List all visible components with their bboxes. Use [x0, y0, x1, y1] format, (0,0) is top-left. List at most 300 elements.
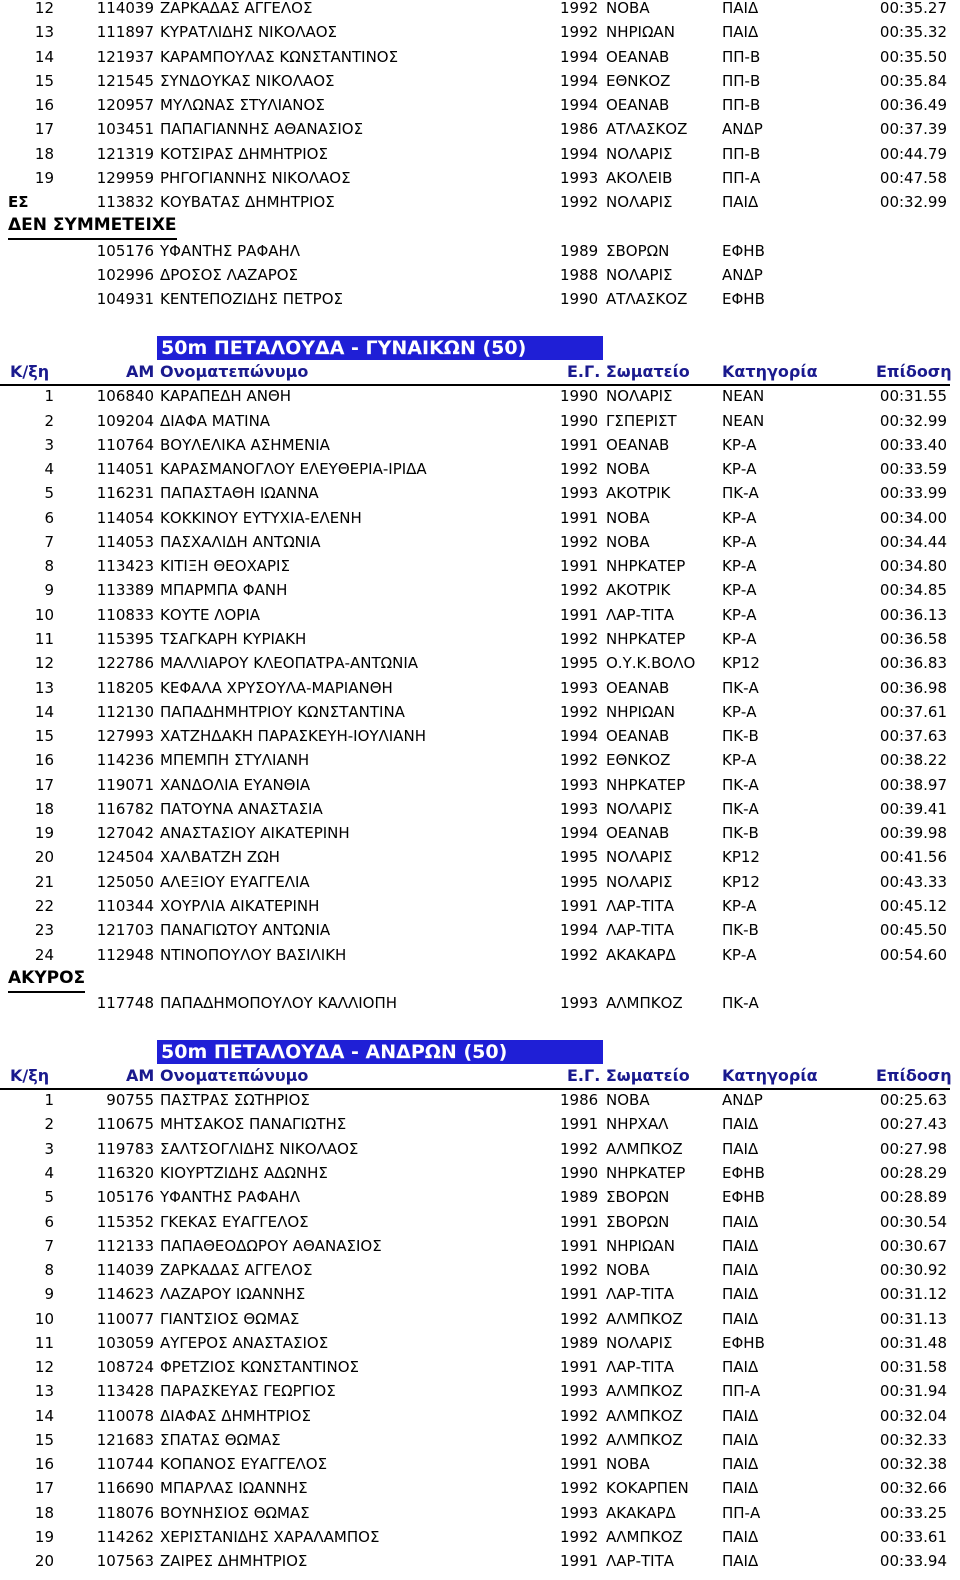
birth-year-cell: 1992: [560, 630, 599, 649]
rank-cell: 21: [34, 872, 54, 891]
table-row: [0, 603, 960, 627]
rank-cell: 12: [34, 654, 54, 673]
athlete-name-cell: ΠΑΠΑΔΗΜΟΠΟΥΛΟΥ ΚΑΛΛΙΟΠΗ: [160, 994, 398, 1013]
club-cell: ΝΟΒΑ: [606, 1455, 650, 1474]
registration-number-cell: 113832: [96, 193, 154, 212]
category-cell: ΠΚ-Α: [722, 799, 759, 818]
club-cell: ΝΗΡΙΩΑΝ: [606, 702, 675, 721]
category-cell: ΠΑΙΔ: [722, 1139, 759, 1158]
registration-number-cell: 116231: [96, 484, 154, 503]
athlete-name-cell: ΜΠΑΡΛΑΣ ΙΩΑΝΝΗΣ: [160, 1479, 308, 1498]
athlete-name-cell: ΖΑΙΡΕΣ ΔΗΜΗΤΡΙΟΣ: [160, 1552, 308, 1571]
birth-year-cell: 1994: [560, 727, 599, 746]
birth-year-cell: 1986: [560, 120, 599, 139]
time-cell: 00:35.32: [879, 23, 947, 42]
category-cell: ΠΠ-Α: [722, 168, 761, 187]
birth-year-cell: 1993: [560, 1503, 599, 1522]
registration-number-cell: 129959: [96, 168, 154, 187]
registration-number-cell: 120957: [96, 96, 154, 115]
club-cell: ΝΗΡΧΑΛ: [606, 1115, 669, 1134]
did-not-start-label: [8, 214, 177, 240]
athlete-name-cell: ΓΙΑΝΤΣΙΟΣ ΘΩΜΑΣ: [160, 1309, 300, 1328]
rank-cell: 8: [44, 1261, 54, 1280]
club-cell: ΛΑΡ-ΤΙΤΑ: [606, 896, 674, 915]
athlete-name-cell: ΚΕΦΑΛΑ ΧΡΥΣΟΥΛΑ-ΜΑΡΙΑΝΘΗ: [160, 678, 393, 697]
athlete-name-cell: ΚΟΥΤΕ ΛΟΡΙΑ: [160, 605, 261, 624]
registration-number-cell: 118205: [96, 678, 154, 697]
athlete-name-cell: ΚΟΠΑΝΟΣ ΕΥΑΓΓΕΛΟΣ: [160, 1455, 328, 1474]
disqualified-label: [8, 967, 85, 993]
club-cell: ΝΟΛΑΡΙΣ: [606, 144, 673, 163]
time-cell: 00:43.33: [879, 872, 947, 891]
rank-cell: 9: [44, 1285, 54, 1304]
club-cell: ΛΑΡ-ΤΙΤΑ: [606, 1285, 674, 1304]
birth-year-cell: 1989: [560, 241, 599, 260]
athlete-name-cell: ΠΑΠΑΔΗΜΗΤΡΙΟΥ ΚΩΝΣΤΑΝΤΙΝΑ: [160, 702, 405, 721]
time-cell: 00:35.50: [879, 47, 947, 66]
rank-cell: 2: [44, 411, 54, 430]
club-cell: ΣΒΟΡΩΝ: [606, 241, 670, 260]
rank-cell: 10: [34, 605, 54, 624]
athlete-name-cell: ΤΣΑΓΚΑΡΗ ΚΥΡΙΑΚΗ: [160, 630, 307, 649]
registration-number-cell: 109204: [96, 411, 154, 430]
birth-year-cell: 1992: [560, 581, 599, 600]
birth-year-cell: 1992: [560, 1528, 599, 1546]
time-cell: 00:34.85: [879, 581, 947, 600]
table-row: [0, 1549, 960, 1573]
header-category: Κατηγορία: [722, 1065, 818, 1085]
table-row: [0, 384, 960, 408]
table-row: [0, 1355, 960, 1379]
table-row: [0, 1137, 960, 1161]
registration-number-cell: 127042: [96, 824, 154, 843]
registration-number-cell: 113389: [96, 581, 154, 600]
athlete-name-cell: ΚΕΝΤΕΠΟΖΙΔΗΣ ΠΕΤΡΟΣ: [160, 290, 343, 309]
rank-cell: 6: [44, 508, 54, 527]
rank-cell: 23: [34, 921, 54, 940]
athlete-name-cell: ΧΟΥΡΛΙΑ ΑΙΚΑΤΕΡΙΝΗ: [160, 896, 320, 915]
table-row: [0, 627, 960, 651]
club-cell: ΛΑΡ-ΤΙΤΑ: [606, 1552, 674, 1571]
birth-year-cell: 1992: [560, 532, 599, 551]
rank-cell: 1: [44, 1091, 54, 1110]
athlete-name-cell: ΑΝΑΣΤΑΣΙΟΥ ΑΙΚΑΤΕΡΙΝΗ: [160, 824, 350, 843]
athlete-name-cell: ΚΟΚΚΙΝΟΥ ΕΥΤΥΧΙΑ-ΕΛΕΝΗ: [160, 508, 362, 527]
time-cell: 00:34.00: [879, 508, 947, 527]
rank-cell: 22: [34, 896, 54, 915]
rank-cell: 11: [34, 630, 54, 649]
table-row: [0, 700, 960, 724]
rank-cell: 18: [34, 799, 54, 818]
birth-year-cell: 1992: [560, 1309, 599, 1328]
club-cell: ΑΚΟΤΡΙΚ: [606, 581, 671, 600]
table-row: [0, 1452, 960, 1476]
rank-cell: 19: [34, 1528, 54, 1546]
birth-year-cell: 1991: [560, 435, 599, 454]
birth-year-cell: 1989: [560, 1333, 599, 1352]
category-cell: ΠΚ-Α: [722, 994, 759, 1013]
athlete-name-cell: ΥΦΑΝΤΗΣ ΡΑΦΑΗΛ: [160, 241, 301, 260]
time-cell: 00:35.84: [879, 71, 947, 90]
rank-cell: 6: [44, 1212, 54, 1231]
time-cell: 00:31.94: [879, 1382, 947, 1401]
registration-number-cell: 108724: [96, 1358, 154, 1377]
category-cell: ΠΠ-Α: [722, 1382, 761, 1401]
club-cell: ΝΟΛΑΡΙΣ: [606, 265, 673, 284]
birth-year-cell: 1991: [560, 1115, 599, 1134]
registration-number-cell: 116782: [96, 799, 154, 818]
birth-year-cell: 1991: [560, 605, 599, 624]
registration-number-cell: 111897: [96, 23, 154, 42]
header-name: Ονοματεπώνυμο: [160, 362, 309, 382]
club-cell: ΟΕΑΝΑΒ: [606, 824, 670, 843]
category-cell: ΚΡ12: [722, 848, 760, 867]
category-cell: ΑΝΔΡ: [722, 120, 763, 139]
header-category: Κατηγορία: [722, 362, 818, 382]
registration-number-cell: 119071: [96, 775, 154, 794]
category-cell: ΠΑΙΔ: [722, 1552, 759, 1571]
men-event-title: 50m ΠΕΤΑΛΟΥΔΑ - ΑΝΔΡΩΝ (50): [157, 1040, 603, 1064]
birth-year-cell: 1992: [560, 1139, 599, 1158]
registration-number-cell: 112133: [96, 1236, 154, 1255]
time-cell: 00:36.49: [879, 96, 947, 115]
rank-cell: 12: [34, 0, 54, 17]
birth-year-cell: 1994: [560, 71, 599, 90]
athlete-name-cell: ΠΑΤΟΥΝΑ ΑΝΑΣΤΑΣΙΑ: [160, 799, 323, 818]
rank-cell: 1: [44, 387, 54, 406]
athlete-name-cell: ΜΠΑΡΜΠΑ ΦΑΝΗ: [160, 581, 288, 600]
rank-cell: 13: [34, 1382, 54, 1401]
rank-cell: 5: [44, 1188, 54, 1207]
club-cell: ΟΕΑΝΑΒ: [606, 96, 670, 115]
birth-year-cell: 1992: [560, 702, 599, 721]
time-cell: 00:32.66: [879, 1479, 947, 1498]
athlete-name-cell: ΚΑΡΑΜΠΟΥΛΑΣ ΚΩΝΣΤΑΝΤΙΝΟΣ: [160, 47, 399, 66]
registration-number-cell: 90755: [106, 1091, 154, 1110]
time-cell: 00:27.43: [879, 1115, 947, 1134]
club-cell: ΝΟΒΑ: [606, 460, 650, 479]
category-cell: ΚΡ-Α: [722, 945, 757, 964]
athlete-name-cell: ΔΙΑΦΑ ΜΑΤΙΝΑ: [160, 411, 271, 430]
time-cell: 00:30.92: [879, 1261, 947, 1280]
birth-year-cell: 1992: [560, 1430, 599, 1449]
club-cell: ΑΛΜΠΚΟΖ: [606, 1528, 683, 1546]
table-row: [0, 1185, 960, 1209]
club-cell: ΑΛΜΠΚΟΖ: [606, 1406, 683, 1425]
registration-number-cell: 114623: [96, 1285, 154, 1304]
registration-number-cell: 114236: [96, 751, 154, 770]
category-cell: ΠΚ-Α: [722, 678, 759, 697]
birth-year-cell: 1991: [560, 896, 599, 915]
column-header-row: [0, 360, 950, 386]
registration-number-cell: 114051: [96, 460, 154, 479]
time-cell: 00:36.98: [879, 678, 947, 697]
club-cell: ΟΕΑΝΑΒ: [606, 435, 670, 454]
table-row: [0, 45, 960, 69]
registration-number-cell: 121545: [96, 71, 154, 90]
time-cell: 00:28.29: [879, 1163, 947, 1182]
category-cell: ΠΑΙΔ: [722, 1115, 759, 1134]
birth-year-cell: 1989: [560, 1188, 599, 1207]
birth-year-cell: 1992: [560, 23, 599, 42]
registration-number-cell: 124504: [96, 848, 154, 867]
time-cell: 00:54.60: [879, 945, 947, 964]
time-cell: 00:31.58: [879, 1358, 947, 1377]
header-time: Επίδοση: [876, 362, 952, 382]
athlete-name-cell: ΛΑΖΑΡΟΥ ΙΩΑΝΝΗΣ: [160, 1285, 306, 1304]
club-cell: ΕΘΝΚΟΖ: [606, 751, 671, 770]
registration-number-cell: 110078: [96, 1406, 154, 1425]
registration-number-cell: 114054: [96, 508, 154, 527]
registration-number-cell: 114039: [96, 1261, 154, 1280]
birth-year-cell: 1993: [560, 799, 599, 818]
birth-year-cell: 1988: [560, 265, 599, 284]
time-cell: 00:38.22: [879, 751, 947, 770]
registration-number-cell: 112948: [96, 945, 154, 964]
club-cell: ΝΟΛΑΡΙΣ: [606, 848, 673, 867]
registration-number-cell: 116690: [96, 1479, 154, 1498]
category-cell: ΚΡ-Α: [722, 630, 757, 649]
club-cell: ΑΛΜΠΚΟΖ: [606, 1139, 683, 1158]
category-cell: ΠΚ-Α: [722, 484, 759, 503]
athlete-name-cell: ΚΥΡΑΤΛΙΔΗΣ ΝΙΚΟΛΑΟΣ: [160, 23, 338, 42]
birth-year-cell: 1991: [560, 1552, 599, 1571]
athlete-name-cell: ΚΑΡΑΠΕΔΗ ΑΝΘΗ: [160, 387, 292, 406]
time-cell: 00:32.99: [879, 411, 947, 430]
club-cell: ΕΘΝΚΟΖ: [606, 71, 671, 90]
category-cell: ΕΦΗΒ: [722, 1163, 765, 1182]
club-cell: ΛΑΡ-ΤΙΤΑ: [606, 605, 674, 624]
athlete-name-cell: ΚΟΤΣΙΡΑΣ ΔΗΜΗΤΡΙΟΣ: [160, 144, 328, 163]
birth-year-cell: 1993: [560, 168, 599, 187]
category-cell: ΕΦΗΒ: [722, 290, 765, 309]
rank-cell: 15: [34, 71, 54, 90]
rank-cell: 7: [44, 532, 54, 551]
athlete-name-cell: ΧΑΝΔΟΛΙΑ ΕΥΑΝΘΙΑ: [160, 775, 311, 794]
rank-cell: 16: [34, 1455, 54, 1474]
registration-number-cell: 105176: [96, 241, 154, 260]
category-cell: ΠΚ-Β: [722, 727, 759, 746]
time-cell: 00:41.56: [879, 848, 947, 867]
table-row: [0, 1210, 960, 1234]
category-cell: ΚΡ12: [722, 654, 760, 673]
club-cell: ΑΤΛΑΣΚΟΖ: [606, 120, 688, 139]
athlete-name-cell: ΒΟΥΝΗΣΙΟΣ ΘΩΜΑΣ: [160, 1503, 310, 1522]
category-cell: ΚΡ-Α: [722, 460, 757, 479]
table-row: [0, 1088, 960, 1112]
time-cell: 00:27.98: [879, 1139, 947, 1158]
rank-cell: 17: [34, 120, 54, 139]
birth-year-cell: 1992: [560, 751, 599, 770]
time-cell: 00:25.63: [879, 1091, 947, 1110]
athlete-name-cell: ΜΠΕΜΠΗ ΣΤΥΛΙΑΝΗ: [160, 751, 310, 770]
registration-number-cell: 112130: [96, 702, 154, 721]
category-cell: ΠΠ-Β: [722, 47, 761, 66]
rank-cell: 16: [34, 96, 54, 115]
club-cell: ΛΑΡ-ΤΙΤΑ: [606, 921, 674, 940]
category-cell: ΚΡ-Α: [722, 581, 757, 600]
rank-cell: 4: [44, 460, 54, 479]
category-cell: ΠΚ-Β: [722, 824, 759, 843]
club-cell: ΝΗΡΚΑΤΕΡ: [606, 630, 686, 649]
registration-number-cell: 117748: [96, 994, 154, 1013]
table-row: [0, 166, 960, 190]
category-cell: ΠΑΙΔ: [722, 1479, 759, 1498]
rank-cell: 10: [34, 1309, 54, 1328]
club-cell: ΝΟΛΑΡΙΣ: [606, 799, 673, 818]
birth-year-cell: 1992: [560, 945, 599, 964]
club-cell: ΚΟΚΑΡΠΕΝ: [606, 1479, 689, 1498]
registration-number-cell: 107563: [96, 1552, 154, 1571]
header-rank: Κ/ξη: [10, 362, 50, 382]
rank-cell: 18: [34, 144, 54, 163]
registration-number-cell: 113423: [96, 557, 154, 576]
athlete-name-cell: ΒΟΥΛΕΛΙΚΑ ΑΣΗΜΕΝΙΑ: [160, 435, 330, 454]
column-header-row: [0, 1064, 950, 1090]
table-row: [0, 894, 960, 918]
club-cell: ΝΟΒΑ: [606, 532, 650, 551]
registration-number-cell: 110675: [96, 1115, 154, 1134]
category-cell: ΠΠ-Β: [722, 144, 761, 163]
category-cell: ΠΚ-Β: [722, 921, 759, 940]
time-cell: 00:34.80: [879, 557, 947, 576]
rank-cell: 5: [44, 484, 54, 503]
table-row: [0, 287, 960, 311]
table-row: [0, 20, 960, 44]
rank-cell: 17: [34, 775, 54, 794]
table-row: [0, 554, 960, 578]
birth-year-cell: 1991: [560, 1236, 599, 1255]
registration-number-cell: 119783: [96, 1139, 154, 1158]
club-cell: ΑΚΑΚΑΡΔ: [606, 1503, 676, 1522]
birth-year-cell: 1991: [560, 1358, 599, 1377]
registration-number-cell: 118076: [96, 1503, 154, 1522]
table-row: [0, 93, 960, 117]
athlete-name-cell: ΔΙΑΦΑΣ ΔΗΜΗΤΡΙΟΣ: [160, 1406, 311, 1425]
rank-cell: 24: [34, 945, 54, 964]
did-not-start-label-text: ΔΕΝ ΣΥΜΜΕΤΕΙΧΕ: [8, 215, 177, 236]
club-cell: ΑΚΟΛΕΙΒ: [606, 168, 673, 187]
table-row: [0, 409, 960, 433]
registration-number-cell: 110764: [96, 435, 154, 454]
birth-year-cell: 1994: [560, 921, 599, 940]
birth-year-cell: 1993: [560, 775, 599, 794]
athlete-name-cell: ΦΡΕΤΖΙΟΣ ΚΩΝΣΤΑΝΤΙΝΟΣ: [160, 1358, 359, 1377]
table-row: [0, 1234, 960, 1258]
time-cell: 00:33.94: [879, 1552, 947, 1571]
category-cell: ΚΡ-Α: [722, 557, 757, 576]
time-cell: 00:33.59: [879, 460, 947, 479]
club-cell: ΟΕΑΝΑΒ: [606, 47, 670, 66]
disqualified-label-text: ΑΚΥΡΟΣ: [8, 967, 86, 988]
category-cell: ΝΕΑΝ: [722, 387, 765, 406]
category-cell: ΠΑΙΔ: [722, 1406, 759, 1425]
athlete-name-cell: ΑΛΕΞΙΟΥ ΕΥΑΓΓΕΛΙΑ: [160, 872, 310, 891]
birth-year-cell: 1992: [560, 1261, 599, 1280]
time-cell: 00:33.61: [879, 1528, 947, 1546]
rank-cell: 20: [34, 848, 54, 867]
athlete-name-cell: ΧΑΤΖΗΔΑΚΗ ΠΑΡΑΣΚΕΥΗ-ΙΟΥΛΙΑΝΗ: [160, 727, 426, 746]
birth-year-cell: 1992: [560, 1406, 599, 1425]
header-registration: ΑΜ: [126, 362, 155, 382]
club-cell: ΝΟΛΑΡΙΣ: [606, 193, 673, 212]
table-row: [0, 918, 960, 942]
table-row: [0, 1404, 960, 1428]
club-cell: Ο.Υ.Κ.ΒΟΛΟ: [606, 654, 696, 673]
birth-year-cell: 1994: [560, 47, 599, 66]
club-cell: ΑΛΜΠΚΟΖ: [606, 1430, 683, 1449]
club-cell: ΝΟΒΑ: [606, 508, 650, 527]
registration-number-cell: 103451: [96, 120, 154, 139]
birth-year-cell: 1995: [560, 872, 599, 891]
table-row: [0, 797, 960, 821]
registration-number-cell: 105176: [96, 1188, 154, 1207]
rank-cell: 14: [34, 47, 54, 66]
athlete-name-cell: ΜΥΛΩΝΑΣ ΣΤΥΛΙΑΝΟΣ: [160, 96, 325, 115]
time-cell: 00:44.79: [879, 144, 947, 163]
athlete-name-cell: ΠΑΣΧΑΛΙΔΗ ΑΝΤΩΝΙΑ: [160, 532, 321, 551]
birth-year-cell: 1990: [560, 411, 599, 430]
category-cell: ΚΡ-Α: [722, 702, 757, 721]
athlete-name-cell: ΚΑΡΑΣΜΑΝΟΓΛΟΥ ΕΛΕΥΘΕΡΙΑ-ΙΡΙΔΑ: [160, 460, 427, 479]
table-row: [0, 651, 960, 675]
table-row: [0, 676, 960, 700]
category-cell: ΚΡ-Α: [722, 508, 757, 527]
category-cell: ΠΑΙΔ: [722, 1430, 759, 1449]
athlete-name-cell: ΚΙΤΙΞΗ ΘΕΟΧΑΡΙΣ: [160, 557, 290, 576]
category-cell: ΑΝΔΡ: [722, 265, 763, 284]
registration-number-cell: 116320: [96, 1163, 154, 1182]
table-row: [0, 239, 960, 263]
table-row: [0, 748, 960, 772]
birth-year-cell: 1994: [560, 144, 599, 163]
header-year-club: Ε.Γ. Σωματείο: [567, 1065, 690, 1085]
category-cell: ΚΡ-Α: [722, 435, 757, 454]
category-cell: ΠΑΙΔ: [722, 23, 759, 42]
athlete-name-cell: ΣΠΑΤΑΣ ΘΩΜΑΣ: [160, 1430, 281, 1449]
rank-cell: 4: [44, 1163, 54, 1182]
birth-year-cell: 1995: [560, 654, 599, 673]
athlete-name-cell: ΣΑΛΤΣΟΓΛΙΔΗΣ ΝΙΚΟΛΑΟΣ: [160, 1139, 359, 1158]
category-cell: ΠΑΙΔ: [722, 1261, 759, 1280]
table-row: [0, 1331, 960, 1355]
birth-year-cell: 1990: [560, 1163, 599, 1182]
registration-number-cell: 110077: [96, 1309, 154, 1328]
birth-year-cell: 1993: [560, 678, 599, 697]
time-cell: 00:32.99: [879, 193, 947, 212]
rank-cell: ΕΣ: [8, 193, 29, 212]
category-cell: ΠΑΙΔ: [722, 1528, 759, 1546]
time-cell: 00:31.13: [879, 1309, 947, 1328]
athlete-name-cell: ΠΑΡΑΣΚΕΥΑΣ ΓΕΩΡΓΙΟΣ: [160, 1382, 336, 1401]
time-cell: 00:31.48: [879, 1333, 947, 1352]
table-row: [0, 845, 960, 869]
club-cell: ΝΗΡΙΩΑΝ: [606, 23, 675, 42]
table-row: [0, 991, 960, 1015]
time-cell: 00:33.99: [879, 484, 947, 503]
category-cell: ΚΡ-Α: [722, 751, 757, 770]
time-cell: 00:47.58: [879, 168, 947, 187]
club-cell: ΝΗΡΙΩΑΝ: [606, 1236, 675, 1255]
registration-number-cell: 102996: [96, 265, 154, 284]
rank-cell: 15: [34, 727, 54, 746]
rank-cell: 13: [34, 678, 54, 697]
athlete-name-cell: ΝΤΙΝΟΠΟΥΛΟΥ ΒΑΣΙΛΙΚΗ: [160, 945, 347, 964]
rank-cell: 8: [44, 557, 54, 576]
birth-year-cell: 1993: [560, 994, 599, 1013]
registration-number-cell: 114053: [96, 532, 154, 551]
athlete-name-cell: ΠΑΠΑΘΕΟΔΩΡΟΥ ΑΘΑΝΑΣΙΟΣ: [160, 1236, 382, 1255]
